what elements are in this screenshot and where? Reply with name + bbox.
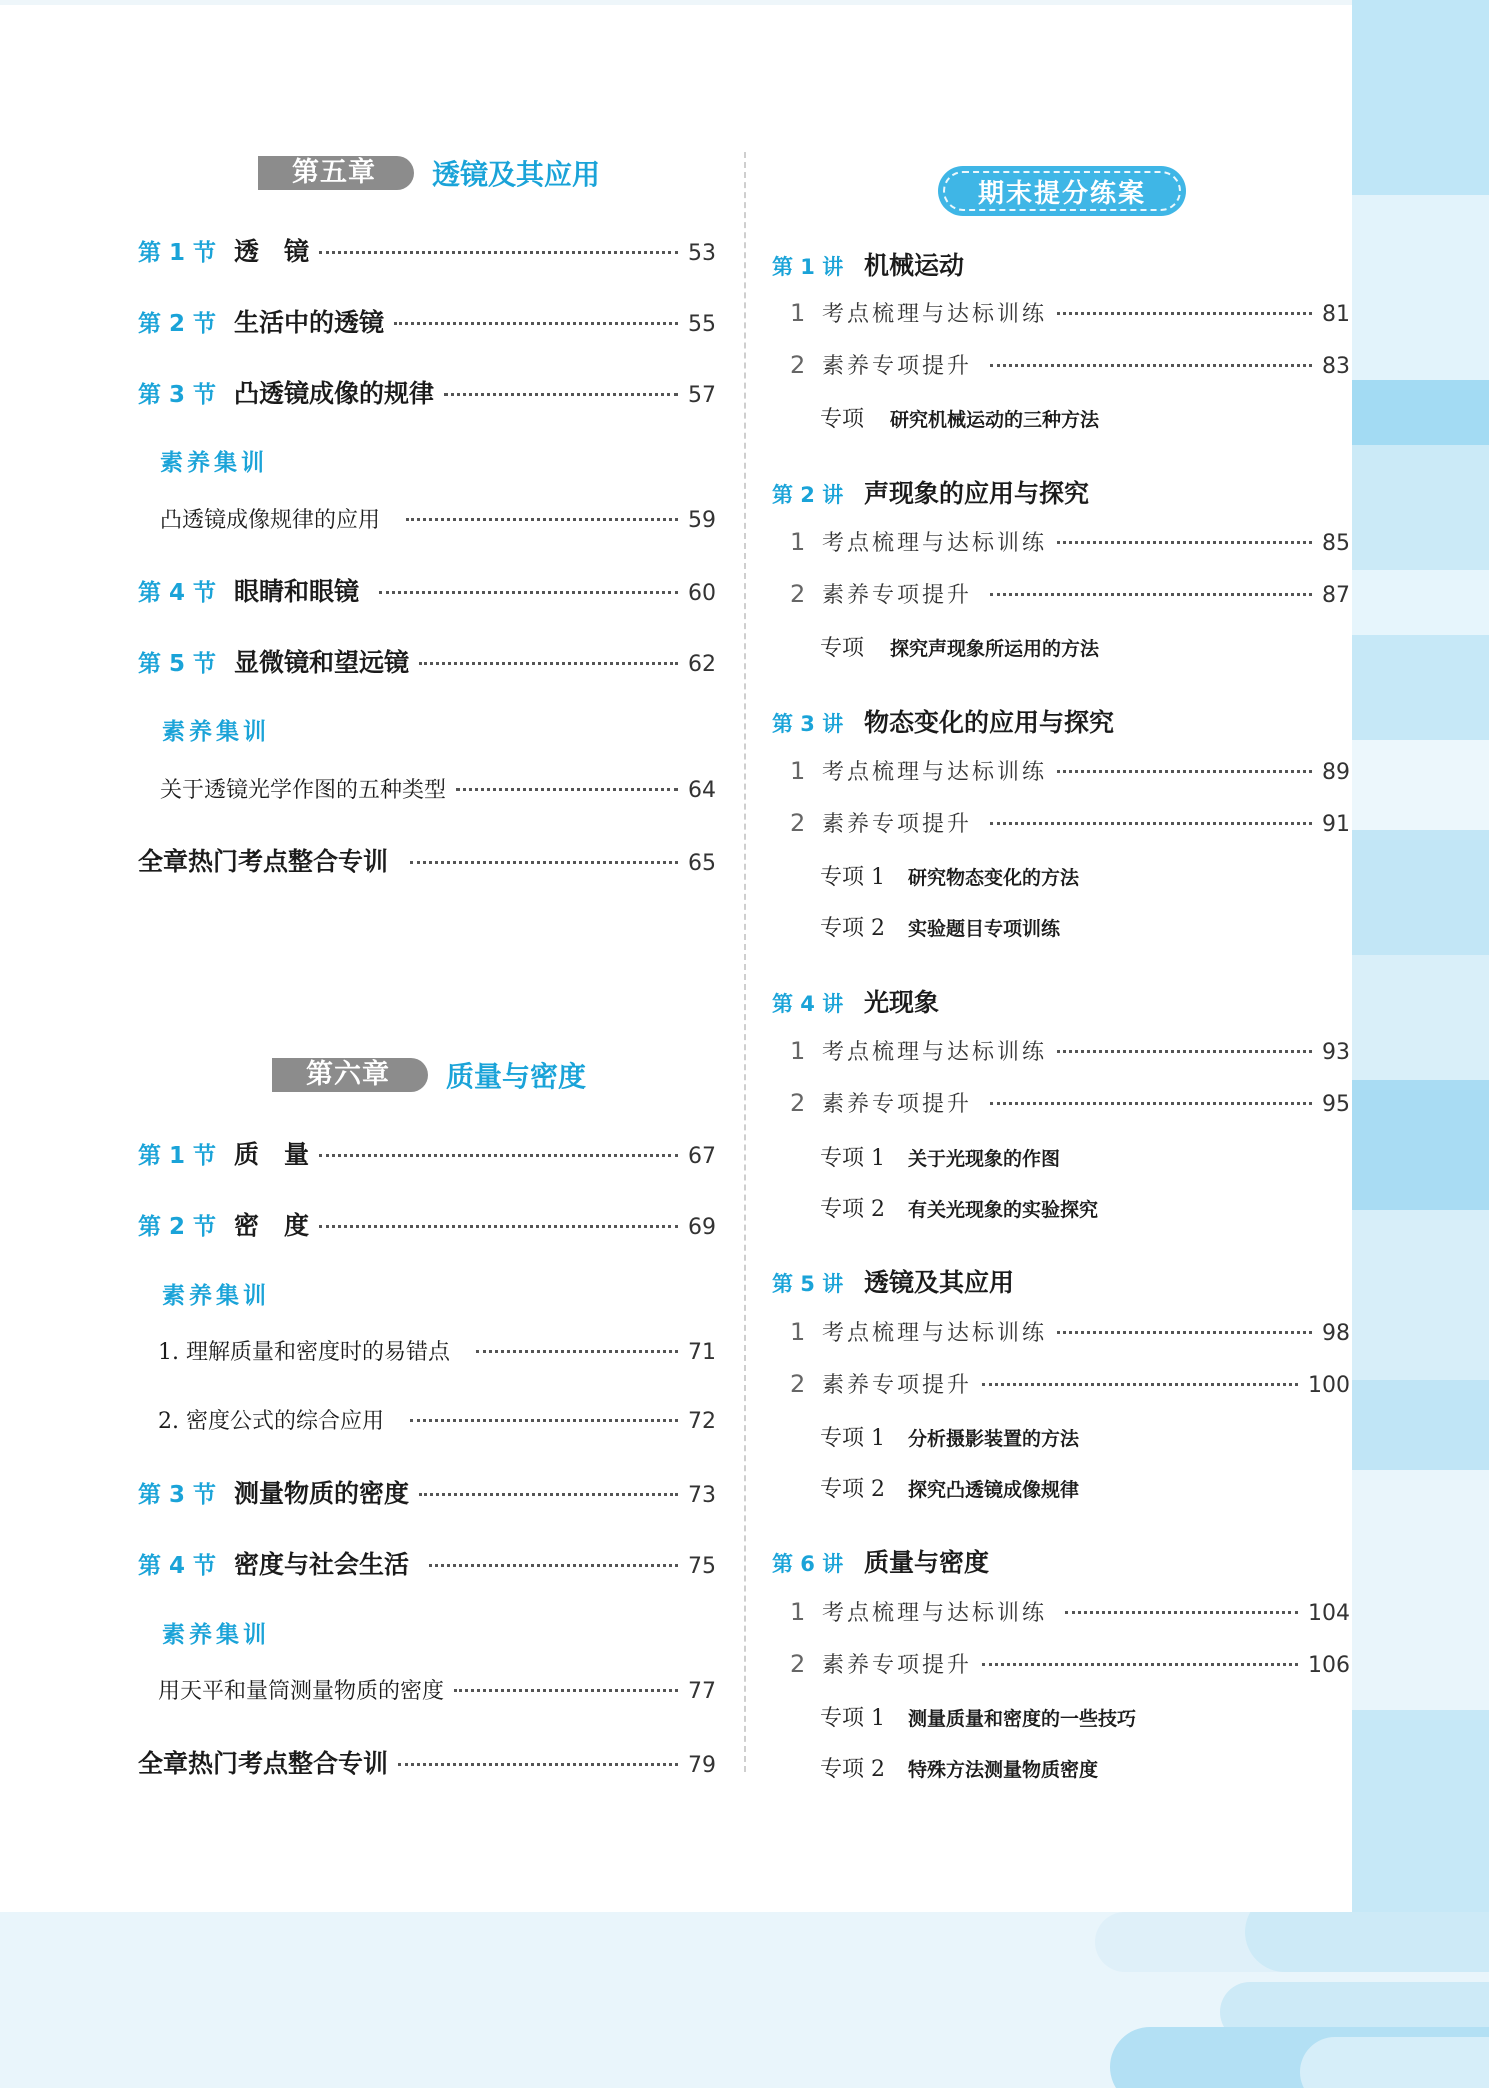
toc-row[interactable] [138,1206,716,1242]
toc-row[interactable] [790,1087,1350,1118]
special-title: 研究物态变化的方法 [908,867,1080,889]
toc-row[interactable] [138,572,716,608]
dot-leader [990,822,1312,825]
toc-row[interactable] [790,297,1350,328]
dot-leader [1057,770,1312,773]
special-title: 关于光现象的作图 [908,1148,1061,1170]
dot-leader [394,322,678,325]
page-number: 57 [688,383,716,408]
dot-leader [379,591,678,594]
toc-row[interactable] [138,842,716,878]
review-heading-pill [938,166,1186,216]
item-index: 2 [790,580,806,608]
dot-leader [982,1383,1298,1386]
dot-leader [319,1225,678,1228]
page-number: 98 [1322,1321,1350,1346]
section-title: 全章热门考点整合专训 [138,847,389,876]
toc-row[interactable] [790,1368,1350,1399]
lecture-title: 光现象 [864,988,940,1017]
dot-leader [319,251,678,254]
toc-row[interactable] [790,349,1350,380]
special-title: 实验题目专项训练 [908,918,1061,940]
section-title: 生活中的透镜 [234,308,385,337]
section-number: 第 3 节 [138,382,217,408]
special-label: 专项 2 [820,1757,885,1782]
item-index: 1 [790,1318,806,1346]
special-label: 专项 1 [820,1426,885,1451]
page-number: 59 [688,508,716,533]
toc-row[interactable] [790,526,1350,557]
item-title: 素养专项提升 [822,812,973,837]
page-number: 77 [688,1679,716,1704]
chapter-tab: 第六章 [272,1058,428,1092]
suyang-heading: 素养集训 [162,1282,270,1309]
special-title: 分析摄影装置的方法 [908,1428,1080,1450]
toc-row[interactable] [790,807,1350,838]
toc-row[interactable] [160,773,716,804]
item-title: 考点梳理与达标训练 [822,1601,1048,1626]
section-number: 第 2 节 [138,1214,217,1240]
special-label: 专项 2 [820,1197,885,1222]
dot-leader [454,1689,678,1692]
page-number: 91 [1322,812,1350,837]
special-label: 专项 [820,636,865,661]
chapter-5-banner [258,153,600,193]
toc-row[interactable] [160,503,716,534]
dot-leader [1057,312,1312,315]
dot-leader [1065,1611,1298,1614]
dot-leader [476,1350,678,1353]
review-heading: 期末提分练案 [943,171,1181,211]
decorative-right-strip [1352,0,1489,1912]
section-title: 关于透镜光学作图的五种类型 [160,778,447,803]
special-title: 研究机械运动的三种方法 [890,409,1100,431]
dot-leader [990,1102,1312,1105]
dot-leader [398,1763,678,1766]
lecture-number: 第 3 讲 [772,712,844,736]
chapter-title: 透镜及其应用 [432,158,601,191]
dot-leader [444,393,678,396]
column-divider [744,152,746,1772]
section-title: 凸透镜成像的规律 [234,379,435,408]
dot-leader [990,593,1312,596]
dot-leader [429,1564,678,1567]
item-title: 素养专项提升 [822,1653,973,1678]
toc-row[interactable] [138,643,716,679]
dot-leader [410,1419,678,1422]
section-title: 2. 密度公式的综合应用 [158,1409,384,1434]
section-title: 全章热门考点整合专训 [138,1749,389,1778]
lecture-number: 第 6 讲 [772,1552,844,1576]
special-label: 专项 2 [820,1477,885,1502]
item-index: 2 [790,351,806,379]
item-title: 考点梳理与达标训练 [822,1321,1048,1346]
item-title: 考点梳理与达标训练 [822,531,1048,556]
page-number: 64 [688,778,716,803]
lecture-number: 第 1 讲 [772,255,844,279]
item-index: 1 [790,528,806,556]
page-number: 104 [1308,1601,1350,1626]
section-title: 密 度 [234,1211,310,1240]
special-title: 特殊方法测量物质密度 [908,1759,1099,1781]
suyang-heading: 素养集训 [162,1621,270,1648]
toc-row[interactable] [790,1596,1350,1627]
item-title: 考点梳理与达标训练 [822,760,1048,785]
special-title: 测量质量和密度的一些技巧 [908,1708,1137,1730]
special-topic-row[interactable] [820,1141,1060,1172]
item-title: 素养专项提升 [822,583,973,608]
toc-row[interactable] [138,1135,716,1171]
special-topic-row[interactable] [820,402,1099,433]
dot-leader [410,861,678,864]
dot-leader [1057,1050,1312,1053]
dot-leader [990,364,1312,367]
section-number: 第 4 节 [138,1553,217,1579]
section-number: 第 2 节 [138,311,217,337]
page-number: 62 [688,652,716,677]
toc-row[interactable] [790,1316,1350,1347]
suyang-heading: 素养集训 [160,449,268,476]
item-title: 素养专项提升 [822,1092,973,1117]
lecture-title: 声现象的应用与探究 [864,479,1090,508]
page-number: 85 [1322,531,1350,556]
section-number: 第 4 节 [138,580,217,606]
special-label: 专项 1 [820,1706,885,1731]
page-number: 53 [688,241,716,266]
special-label: 专项 2 [820,916,885,941]
section-title: 用天平和量筒测量物质的密度 [158,1679,445,1704]
lecture-number: 第 4 讲 [772,992,844,1016]
toc-row[interactable] [138,232,716,268]
lecture-title: 物态变化的应用与探究 [864,708,1115,737]
toc-row[interactable] [138,303,716,339]
page-number: 72 [688,1409,716,1434]
section-number: 第 1 节 [138,1143,217,1169]
page-number: 65 [688,851,716,876]
lecture-heading[interactable] [772,703,1114,739]
page-number: 106 [1308,1653,1350,1678]
item-index: 2 [790,809,806,837]
special-topic-row[interactable] [820,860,1079,891]
section-number: 第 1 节 [138,240,217,266]
section-title: 密度与社会生活 [234,1550,410,1579]
lecture-heading[interactable] [772,1543,989,1579]
section-title: 测量物质的密度 [234,1479,410,1508]
special-label: 专项 [820,407,865,432]
chapter-6-banner [272,1055,586,1095]
item-title: 素养专项提升 [822,354,973,379]
page-number: 89 [1322,760,1350,785]
special-topic-row[interactable] [820,631,1099,662]
special-title: 探究声现象所运用的方法 [890,638,1100,660]
dot-leader [406,518,678,521]
dot-leader [1057,541,1312,544]
page-number: 79 [688,1753,716,1778]
toc-row[interactable] [138,1474,716,1510]
page-number: 67 [688,1144,716,1169]
lecture-title: 质量与密度 [864,1548,990,1577]
suyang-heading: 素养集训 [162,718,270,745]
toc-row[interactable] [138,1545,716,1581]
item-index: 2 [790,1089,806,1117]
item-index: 1 [790,1037,806,1065]
item-title: 考点梳理与达标训练 [822,1040,1048,1065]
page-number: 87 [1322,583,1350,608]
section-title: 1. 理解质量和密度时的易错点 [158,1340,450,1365]
special-topic-row[interactable] [820,911,1060,942]
lecture-title: 机械运动 [864,251,965,280]
dot-leader [319,1154,678,1157]
page-number: 83 [1322,354,1350,379]
section-number: 第 5 节 [138,651,217,677]
chapter-tab: 第五章 [258,156,414,190]
item-index: 1 [790,299,806,327]
special-topic-row[interactable] [820,1752,1098,1783]
page-number: 95 [1322,1092,1350,1117]
dot-leader [1057,1331,1312,1334]
lecture-heading[interactable] [772,246,964,282]
page-number: 71 [688,1340,716,1365]
special-title: 有关光现象的实验探究 [908,1199,1099,1221]
lecture-number: 第 2 讲 [772,483,844,507]
special-topic-row[interactable] [820,1701,1136,1732]
item-title: 考点梳理与达标训练 [822,302,1048,327]
decorative-bottom-band [0,1912,1489,2088]
lecture-title: 透镜及其应用 [864,1268,1015,1297]
special-title: 探究凸透镜成像规律 [908,1479,1080,1501]
page-top-edge [0,0,1352,5]
special-topic-row[interactable] [820,1421,1079,1452]
section-title: 凸透镜成像规律的应用 [160,508,381,533]
section-number: 第 3 节 [138,1482,217,1508]
section-title: 显微镜和望远镜 [234,648,410,677]
toc-row[interactable] [790,578,1350,609]
toc-row[interactable] [158,1404,716,1435]
dot-leader [419,1493,678,1496]
toc-row[interactable] [158,1335,716,1366]
chapter-title: 质量与密度 [446,1060,587,1093]
item-index: 2 [790,1370,806,1398]
toc-row[interactable] [790,1648,1350,1679]
page-number: 73 [688,1483,716,1508]
lecture-heading[interactable] [772,474,1089,510]
page-number: 55 [688,312,716,337]
lecture-heading[interactable] [772,983,939,1019]
item-title: 素养专项提升 [822,1373,973,1398]
special-topic-row[interactable] [820,1192,1098,1223]
page-number: 69 [688,1215,716,1240]
item-index: 2 [790,1650,806,1678]
toc-row[interactable] [790,755,1350,786]
page-number: 75 [688,1554,716,1579]
item-index: 1 [790,1598,806,1626]
dot-leader [419,662,678,665]
lecture-number: 第 5 讲 [772,1272,844,1296]
section-title: 质 量 [234,1140,310,1169]
toc-row[interactable] [138,1744,716,1780]
page-number: 60 [688,581,716,606]
page-number: 93 [1322,1040,1350,1065]
special-topic-row[interactable] [820,1472,1079,1503]
toc-row[interactable] [158,1674,716,1705]
toc-row[interactable] [790,1035,1350,1066]
dot-leader [456,788,678,791]
section-title: 透 镜 [234,237,310,266]
section-title: 眼睛和眼镜 [234,577,360,606]
toc-row[interactable] [138,374,716,410]
page-number: 100 [1308,1373,1350,1398]
dot-leader [982,1663,1298,1666]
special-label: 专项 1 [820,1146,885,1171]
lecture-heading[interactable] [772,1263,1014,1299]
item-index: 1 [790,757,806,785]
special-label: 专项 1 [820,865,885,890]
page-number: 81 [1322,302,1350,327]
